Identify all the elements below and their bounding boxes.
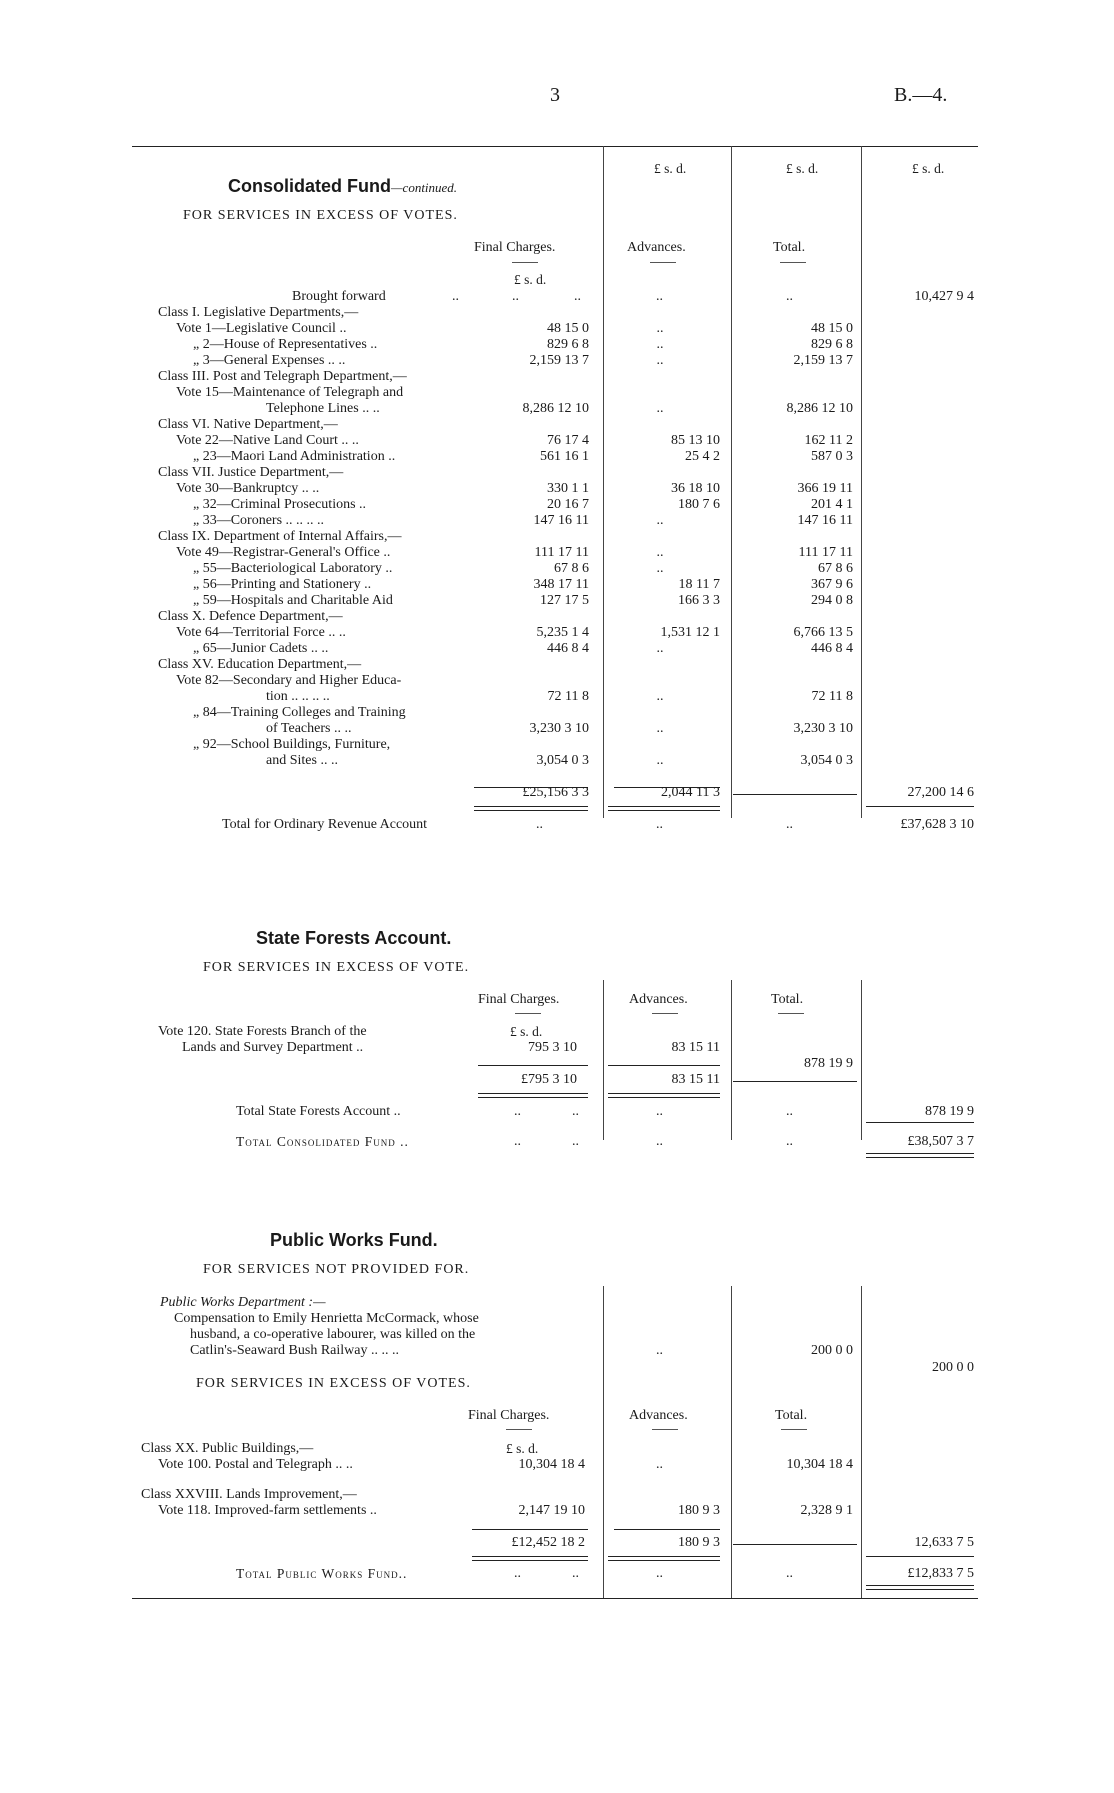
pw-total-dots: .. — [514, 1566, 521, 1581]
line-advance: .. — [656, 513, 664, 528]
line-advance: 85 13 10 — [671, 433, 720, 448]
line-label: „ 56—Printing and Stationery .. — [193, 577, 372, 592]
line-label: Class III. Post and Telegraph Department,— — [158, 369, 407, 384]
forests-advances: 83 15 11 — [671, 1040, 720, 1055]
forests-col-total: Total. — [771, 992, 804, 1007]
col-final-charges: Final Charges. — [474, 240, 556, 255]
pw-col-total-underline — [781, 1429, 807, 1430]
forests-total-dots: .. — [656, 1104, 663, 1119]
line-label: Class I. Legislative Departments,— — [158, 305, 359, 320]
line-advance: 180 7 6 — [678, 497, 720, 512]
pw-col-final-underline — [506, 1429, 532, 1430]
brought-forward-amount: 10,427 9 4 — [914, 289, 974, 304]
line-final-charge: 48 15 0 — [547, 321, 589, 336]
consolidated-total-dots: .. — [514, 1134, 521, 1149]
forests-subtotal-final: £795 3 10 — [521, 1072, 577, 1087]
pw-total-amount: £12,833 7 5 — [907, 1566, 974, 1581]
line-total: 829 6 8 — [811, 337, 853, 352]
line-advance: .. — [656, 721, 664, 736]
brought-forward-dots: .. — [512, 289, 519, 304]
line-label: Vote 82—Secondary and Higher Educa- — [176, 673, 402, 688]
consolidated-total-double-rule — [866, 1153, 974, 1158]
ordinary-dots: .. — [656, 817, 663, 832]
forests-rule-final — [478, 1065, 588, 1066]
line-label: Class VI. Native Department,— — [158, 417, 338, 432]
ordinary-dots: .. — [536, 817, 543, 832]
line-advance: 166 3 3 — [678, 593, 720, 608]
subtotal-bracket-rule — [733, 794, 857, 795]
lsd-col-amount: £ s. d. — [912, 161, 945, 176]
forests-divider-2 — [731, 980, 732, 1140]
line-label: Class XV. Education Department,— — [158, 657, 362, 672]
public-works-subtitle-excess: FOR SERVICES IN EXCESS OF VOTES. — [196, 1376, 471, 1391]
line-final-charge: 5,235 1 4 — [536, 625, 589, 640]
pw-subtotal-advances: 180 9 3 — [678, 1535, 720, 1550]
pw-department: Public Works Department :— — [160, 1295, 326, 1310]
forests-col-advances: Advances. — [629, 992, 688, 1007]
line-advance: .. — [656, 321, 664, 336]
line-final-charge: 8,286 12 10 — [522, 401, 589, 416]
line-label: „ 2—House of Representatives .. — [193, 337, 378, 352]
pw-total-dots: .. — [656, 1566, 663, 1581]
line-final-charge: 3,230 3 10 — [529, 721, 589, 736]
col-total-underline — [780, 262, 806, 263]
line-label: and Sites .. .. — [266, 753, 338, 768]
lsd-col-final: £ s. d. — [514, 272, 547, 287]
line-advance: 25 4 2 — [685, 449, 720, 464]
brought-forward-label: Brought forward — [292, 289, 386, 304]
pw-col-advances-underline — [652, 1429, 678, 1430]
pw-col-advances: Advances. — [629, 1408, 688, 1423]
forests-total: 878 19 9 — [804, 1056, 853, 1071]
pw-compensation-amount: 200 0 0 — [932, 1360, 974, 1375]
forests-divider-1 — [603, 980, 604, 1140]
consolidated-total-dots: .. — [572, 1134, 579, 1149]
pw-divider-2 — [731, 1286, 732, 1598]
forests-subtotal-advances: 83 15 11 — [671, 1072, 720, 1087]
forests-title: State Forests Account. — [256, 928, 452, 948]
col-total: Total. — [773, 240, 806, 255]
line-final-charge: 111 17 11 — [534, 545, 589, 560]
forests-bracket-rule — [733, 1081, 857, 1082]
line-label: Vote 15—Maintenance of Telegraph and — [176, 385, 404, 400]
public-works-subtitle-not-provided: FOR SERVICES NOT PROVIDED FOR. — [203, 1262, 470, 1277]
line-label: Class X. Defence Department,— — [158, 609, 343, 624]
forests-total-dots: .. — [514, 1104, 521, 1119]
line-label: Vote 30—Bankruptcy .. .. — [176, 481, 320, 496]
brought-forward-dots: .. — [574, 289, 581, 304]
subtotal-rule-amount — [866, 806, 974, 807]
forests-vote-line2: Lands and Survey Department .. — [182, 1040, 364, 1055]
line-advance: 18 11 7 — [678, 577, 720, 592]
forests-total-dots: .. — [786, 1104, 793, 1119]
consolidated-fund-total-label: Total Consolidated Fund .. — [236, 1134, 409, 1149]
pw-vote-100-total: 10,304 18 4 — [786, 1457, 853, 1472]
line-total: 367 9 6 — [811, 577, 853, 592]
subtotal-final: £25,156 3 3 — [522, 785, 589, 800]
forests-col-final: Final Charges. — [478, 992, 560, 1007]
pw-divider-1 — [603, 1286, 604, 1598]
pw-compensation-total: 200 0 0 — [811, 1343, 853, 1358]
consolidated-total-dots: .. — [656, 1134, 663, 1149]
line-advance: .. — [656, 401, 664, 416]
pw-compensation-dots: .. — [656, 1343, 663, 1358]
pw-vote-118-total: 2,328 9 1 — [800, 1503, 853, 1518]
subtotal-advances: 2,044 11 3 — [661, 785, 720, 800]
ordinary-revenue-label: Total for Ordinary Revenue Account — [222, 817, 428, 832]
consolidated-fund-total-amount: £38,507 3 7 — [907, 1134, 974, 1149]
line-total: 201 4 1 — [811, 497, 853, 512]
pw-class-20: Class XX. Public Buildings,— — [141, 1441, 314, 1456]
line-label: Vote 1—Legislative Council .. — [176, 321, 347, 336]
line-advance: .. — [656, 689, 664, 704]
forests-total-label: Total State Forests Account .. — [236, 1104, 401, 1119]
line-final-charge: 348 17 11 — [533, 577, 589, 592]
pw-vote-118-advances: 180 9 3 — [678, 1503, 720, 1518]
line-final-charge: 2,159 13 7 — [529, 353, 589, 368]
line-label: Vote 22—Native Land Court .. .. — [176, 433, 359, 448]
pw-divider-3 — [861, 1286, 862, 1598]
pw-vote-100-final: 10,304 18 4 — [518, 1457, 585, 1472]
brought-forward-dots: .. — [786, 289, 793, 304]
forests-col-final-underline — [515, 1013, 541, 1014]
line-final-charge: 147 16 11 — [533, 513, 589, 528]
consolidated-title — [228, 176, 457, 197]
line-label: Telephone Lines .. .. — [266, 401, 380, 416]
pw-rule-adv — [614, 1529, 720, 1530]
line-final-charge: 127 17 5 — [540, 593, 589, 608]
forests-total-rule — [866, 1122, 974, 1123]
forests-total-dots: .. — [572, 1104, 579, 1119]
line-total: 294 0 8 — [811, 593, 853, 608]
line-advance: .. — [656, 641, 664, 656]
brought-forward-dots: .. — [452, 289, 459, 304]
line-label: Class IX. Department of Internal Affairs,— — [158, 529, 402, 544]
line-final-charge: 67 8 6 — [554, 561, 589, 576]
line-final-charge: 76 17 4 — [547, 433, 589, 448]
line-total: 587 0 3 — [811, 449, 853, 464]
consolidated-total-dots: .. — [786, 1134, 793, 1149]
pw-total-dots: .. — [572, 1566, 579, 1581]
column-divider-3 — [861, 146, 862, 818]
brought-forward-dots: .. — [656, 289, 663, 304]
line-advance: .. — [656, 561, 664, 576]
line-total: 2,159 13 7 — [793, 353, 853, 368]
subtotal-amount: 27,200 14 6 — [907, 785, 974, 800]
line-final-charge: 72 11 8 — [547, 689, 589, 704]
line-total: 147 16 11 — [797, 513, 853, 528]
line-label: Vote 64—Territorial Force .. .. — [176, 625, 346, 640]
col-advances-underline — [650, 262, 676, 263]
line-final-charge: 561 16 1 — [540, 449, 589, 464]
line-label: „ 3—General Expenses .. .. — [193, 353, 346, 368]
line-label: „ 59—Hospitals and Charitable Aid — [193, 593, 393, 608]
double-rule-final — [474, 806, 588, 811]
line-final-charge: 330 1 1 — [547, 481, 589, 496]
forests-divider-3 — [861, 980, 862, 1140]
consolidated-title-suffix: —continued. — [390, 180, 458, 195]
line-total: 48 15 0 — [811, 321, 853, 336]
line-label: „ 84—Training Colleges and Training — [193, 705, 406, 720]
forests-double-rule-final — [478, 1093, 588, 1098]
pw-double-rule-adv — [608, 1556, 720, 1561]
line-total: 72 11 8 — [811, 689, 853, 704]
line-total: 366 19 11 — [797, 481, 853, 496]
line-final-charge: 20 16 7 — [547, 497, 589, 512]
double-rule-adv — [608, 806, 720, 811]
pw-subtotal-amount: 12,633 7 5 — [914, 1535, 974, 1550]
line-total: 8,286 12 10 — [786, 401, 853, 416]
pw-col-total: Total. — [775, 1408, 808, 1423]
pw-total-double-rule — [866, 1585, 974, 1590]
line-total: 67 8 6 — [818, 561, 853, 576]
pw-compensation-line1: Compensation to Emily Henrietta McCormack, whose — [174, 1311, 479, 1326]
line-label: „ 32—Criminal Prosecutions .. — [193, 497, 367, 512]
pw-subtotal-rule-amount — [866, 1556, 974, 1557]
pw-compensation-line3: Catlin's-Seaward Bush Railway .. .. .. — [190, 1343, 399, 1358]
line-label: of Teachers .. .. — [266, 721, 352, 736]
forests-subtitle: FOR SERVICES IN EXCESS OF VOTE. — [203, 960, 470, 975]
pw-total-label: Total Public Works Fund.. — [236, 1566, 408, 1581]
ordinary-revenue-amount: £37,628 3 10 — [900, 817, 974, 832]
pw-col-final: Final Charges. — [468, 1408, 550, 1423]
lsd-col-adv: £ s. d. — [654, 161, 687, 176]
pw-class-28: Class XXVIII. Lands Improvement,— — [141, 1487, 357, 1502]
pw-compensation-line2: husband, a co-operative labourer, was killed on the — [190, 1327, 476, 1342]
forests-double-rule-adv — [608, 1093, 720, 1098]
page-number: 3 — [550, 84, 560, 106]
forests-lsd: £ s. d. — [510, 1024, 543, 1039]
line-advance: .. — [656, 337, 664, 352]
line-label: „ 23—Maori Land Administration .. — [193, 449, 396, 464]
consolidated-subtitle: FOR SERVICES IN EXCESS OF VOTES. — [183, 208, 458, 223]
forests-vote-line1: Vote 120. State Forests Branch of the — [158, 1024, 367, 1039]
pw-lsd: £ s. d. — [506, 1441, 539, 1456]
lsd-col-total: £ s. d. — [786, 161, 819, 176]
public-works-title: Public Works Fund. — [270, 1230, 438, 1250]
col-advances: Advances. — [627, 240, 686, 255]
line-label: tion .. .. .. .. — [266, 689, 330, 704]
line-advance: .. — [656, 353, 664, 368]
forests-total-amount: 878 19 9 — [925, 1104, 974, 1119]
pw-rule-final — [472, 1529, 588, 1530]
line-final-charge: 829 6 8 — [547, 337, 589, 352]
line-label: Class VII. Justice Department,— — [158, 465, 344, 480]
column-divider-2 — [731, 146, 732, 818]
pw-vote-118-final: 2,147 19 10 — [518, 1503, 585, 1518]
pw-vote-100-dots: .. — [656, 1457, 663, 1472]
pw-double-rule-final — [472, 1556, 588, 1561]
document-reference: B.—4. — [894, 84, 948, 106]
top-rule — [132, 146, 978, 147]
column-divider-1 — [603, 146, 604, 818]
line-total: 446 8 4 — [811, 641, 853, 656]
line-total: 111 17 11 — [798, 545, 853, 560]
line-label: Vote 49—Registrar-General's Office .. — [176, 545, 391, 560]
pw-total-dots: .. — [786, 1566, 793, 1581]
line-label: „ 55—Bacteriological Laboratory .. — [193, 561, 393, 576]
forests-col-advances-underline — [652, 1013, 678, 1014]
line-label: „ 65—Junior Cadets .. .. — [193, 641, 329, 656]
line-advance: 1,531 12 1 — [660, 625, 720, 640]
forests-final: 795 3 10 — [528, 1040, 577, 1055]
line-total: 6,766 13 5 — [793, 625, 853, 640]
forests-col-total-underline — [778, 1013, 804, 1014]
forests-rule-adv — [608, 1065, 720, 1066]
line-advance: 36 18 10 — [671, 481, 720, 496]
line-advance: .. — [656, 753, 664, 768]
line-advance: .. — [656, 545, 664, 560]
ordinary-dots: .. — [786, 817, 793, 832]
line-total: 3,230 3 10 — [793, 721, 853, 736]
pw-subtotal-final: £12,452 18 2 — [511, 1535, 585, 1550]
line-final-charge: 446 8 4 — [547, 641, 589, 656]
pw-vote-118: Vote 118. Improved-farm settlements .. — [158, 1503, 377, 1518]
line-final-charge: 3,054 0 3 — [536, 753, 589, 768]
line-total: 162 11 2 — [804, 433, 853, 448]
consolidated-title-main: Consolidated Fund — [228, 176, 391, 196]
pw-bracket-rule — [733, 1544, 857, 1545]
line-label: „ 92—School Buildings, Furniture, — [193, 737, 391, 752]
col-final-underline — [512, 262, 538, 263]
line-total: 3,054 0 3 — [800, 753, 853, 768]
pw-vote-100: Vote 100. Postal and Telegraph .. .. — [158, 1457, 353, 1472]
line-label: „ 33—Coroners .. .. .. .. — [193, 513, 325, 528]
bottom-rule — [132, 1598, 978, 1599]
